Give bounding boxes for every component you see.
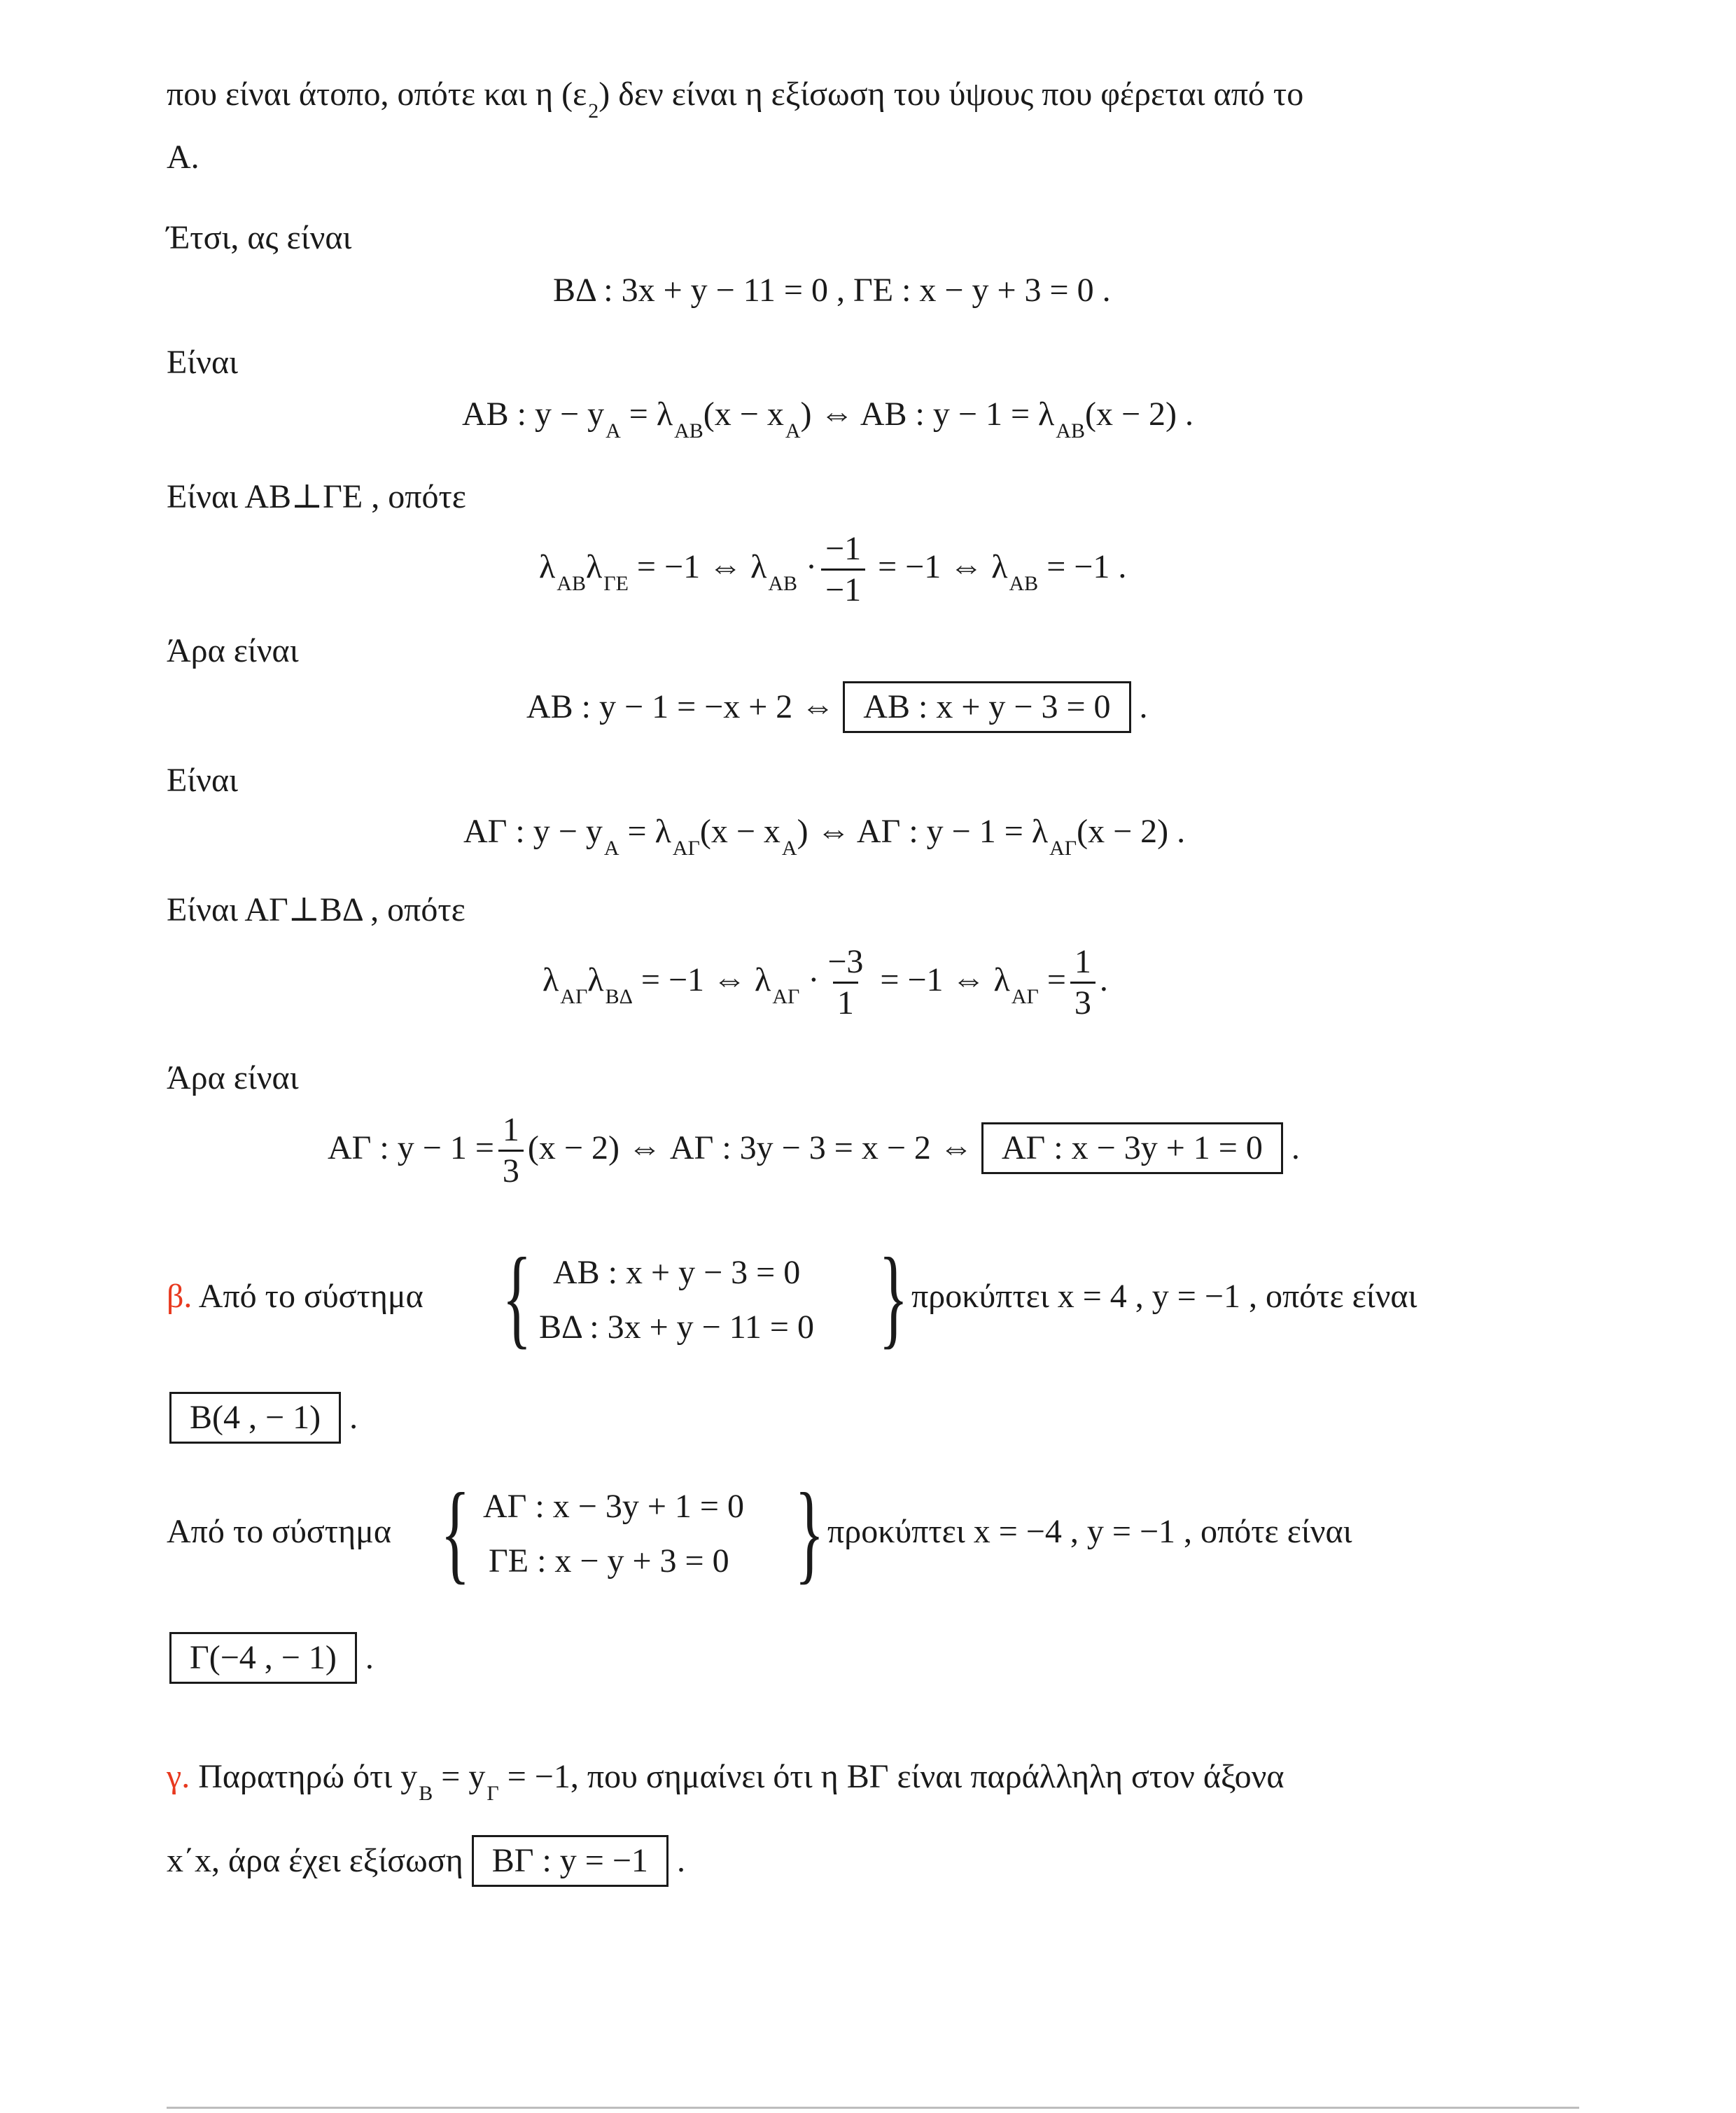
eq-part: = λ — [619, 813, 671, 850]
system-equation: ΒΔ : 3x + y − 11 = 0 — [539, 1309, 814, 1346]
eq-part: (x − x — [699, 813, 780, 850]
text: . — [365, 1639, 374, 1676]
boxed-result: Γ(−4 , − 1) — [169, 1632, 357, 1684]
left-brace: { — [440, 1470, 470, 1594]
system-equation: ΓΕ : x − y + 3 = 0 — [489, 1542, 729, 1579]
eq-part: (x − x — [703, 396, 784, 433]
right-brace: } — [878, 1234, 909, 1359]
fraction — [823, 942, 867, 1023]
eq-part: = −1 ⇔ λ — [872, 961, 1010, 998]
text: Από το σύστημα — [198, 1278, 424, 1315]
subscript: 2 — [588, 99, 599, 123]
part-c-line — [167, 1756, 1284, 1805]
part-label: β. — [167, 1278, 192, 1315]
eq-part: = −1 ⇔ λ — [869, 548, 1008, 585]
part-b-line — [167, 1276, 424, 1318]
equation — [539, 525, 1126, 613]
boxed-result: Β(4 , − 1) — [169, 1392, 341, 1444]
eq-part: λ — [585, 548, 603, 585]
eq-part: ΑΓ : y − 1 = — [328, 1129, 494, 1166]
text-line: Άρα είναι — [167, 1059, 299, 1096]
text: x΄x, άρα έχει εξίσωση — [167, 1842, 463, 1879]
text-line: Από το σύστημα — [167, 1513, 391, 1550]
text-line: Άρα είναι — [167, 632, 299, 669]
eq-part: = −1 ⇔ λ — [632, 961, 771, 998]
footer-rule — [167, 2107, 1579, 2109]
fraction-numerator: −3 — [827, 943, 864, 981]
result-line — [169, 1390, 358, 1446]
eq-part: (x − 2) . — [1077, 813, 1186, 850]
eq-part: = −1 . — [1038, 548, 1127, 585]
equation: ΒΔ : 3x + y − 11 = 0 , ΓΕ : x − y + 3 = 0 . — [553, 272, 1111, 309]
eq-part: (x − 2) . — [1084, 396, 1194, 433]
fraction — [1070, 942, 1096, 1023]
subscript: ΑΓ — [672, 837, 700, 860]
text: = −1, που σημαίνει ότι η ΒΓ είναι παράλληλη στον άξονα — [498, 1758, 1284, 1795]
part-label: γ. — [167, 1758, 190, 1795]
eq-part: ΑΒ : y − y — [462, 396, 605, 433]
eq-part: ) ⇔ ΑΒ : y − 1 = λ — [800, 396, 1055, 433]
text: που είναι άτοπο, οπότε και η (ε — [167, 76, 587, 113]
text-line: Έτσι, ας είναι — [167, 219, 352, 256]
system-equation: ΑΓ : x − 3y + 1 = 0 — [483, 1488, 744, 1525]
fraction-denominator: 1 — [833, 982, 858, 1023]
subscript: ΒΔ — [605, 985, 633, 1008]
fraction-denominator: 3 — [498, 1150, 524, 1191]
eq-part: · — [797, 548, 818, 585]
equation — [526, 679, 1148, 735]
eq-part: λ — [539, 548, 556, 585]
subscript: ΑΒ — [1009, 572, 1039, 595]
boxed-result: ΑΒ : x + y − 3 = 0 — [843, 681, 1130, 733]
eq-part: (x − 2) ⇔ ΑΓ : 3y − 3 = x − 2 ⇔ — [527, 1129, 973, 1166]
subscript: ΑΒ — [674, 419, 704, 442]
fraction — [498, 1110, 524, 1191]
eq-part: = — [1038, 961, 1066, 998]
text: . — [676, 1842, 685, 1879]
system-equation: ΑΒ : x + y − 3 = 0 — [553, 1254, 801, 1291]
fraction-numerator: 1 — [502, 1111, 519, 1149]
text: . — [349, 1399, 358, 1436]
eq-part: λ — [587, 961, 604, 998]
subscript: Α — [606, 419, 621, 442]
eq-part: ΑΒ : y − 1 = −x + 2 ⇔ — [526, 688, 835, 725]
fraction-denominator: 3 — [1070, 982, 1096, 1023]
equation — [542, 938, 1108, 1026]
equation — [328, 1106, 1300, 1191]
result-line — [169, 1630, 374, 1686]
subscript: ΑΒ — [556, 572, 586, 595]
text: ) δεν είναι η εξίσωση του ύψους που φέρεται από το — [598, 76, 1304, 113]
text: Παρατηρώ ότι y — [198, 1758, 418, 1795]
subscript: ΑΓ — [772, 985, 800, 1008]
text-line: προκύπτει x = 4 , y = −1 , οπότε είναι — [911, 1278, 1418, 1315]
eq-part: . — [1291, 1129, 1300, 1166]
left-brace: { — [502, 1234, 532, 1359]
eq-part: . — [1139, 688, 1148, 725]
text-line: Είναι ΑΓ⊥ΒΔ , οπότε — [167, 891, 465, 928]
subscript: ΓΕ — [603, 572, 629, 595]
eq-part: = −1 ⇔ λ — [628, 548, 767, 585]
eq-part: = λ — [620, 396, 673, 433]
text-line: Είναι ΑΒ⊥ΓΕ , οπότε — [167, 478, 466, 515]
text-line — [167, 74, 1304, 123]
subscript: ΑΓ — [1011, 985, 1039, 1008]
result-line — [167, 1833, 685, 1889]
eq-part: ΑΓ : y − y — [463, 813, 603, 850]
subscript: Α — [785, 419, 801, 442]
fraction-numerator: −1 — [825, 530, 862, 568]
fraction-denominator: −1 — [821, 569, 865, 610]
subscript: Β — [419, 1782, 433, 1805]
subscript: ΑΒ — [768, 572, 798, 595]
text-line: Είναι — [167, 344, 238, 381]
boxed-result: ΑΓ : x − 3y + 1 = 0 — [981, 1122, 1283, 1174]
subscript: ΑΓ — [560, 985, 588, 1008]
eq-part: · — [799, 961, 820, 998]
text: = y — [433, 1758, 486, 1795]
boxed-result: ΒΓ : y = −1 — [472, 1835, 668, 1887]
text-line: προκύπτει x = −4 , y = −1 , οπότε είναι — [827, 1513, 1352, 1550]
subscript: ΑΒ — [1056, 419, 1085, 442]
text-line: Είναι — [167, 762, 238, 799]
eq-part: ) ⇔ ΑΓ : y − 1 = λ — [797, 813, 1049, 850]
subscript: Α — [603, 837, 620, 860]
equation — [462, 393, 1194, 440]
eq-part: . — [1099, 961, 1108, 998]
eq-part: λ — [542, 961, 559, 998]
right-brace: } — [794, 1470, 825, 1594]
equation — [463, 811, 1186, 860]
subscript: Α — [781, 837, 797, 860]
subscript: Γ — [486, 1782, 499, 1805]
fraction — [821, 529, 865, 610]
subscript: ΑΓ — [1049, 837, 1077, 860]
fraction-numerator: 1 — [1074, 943, 1091, 981]
text-line: Α. — [167, 139, 200, 176]
